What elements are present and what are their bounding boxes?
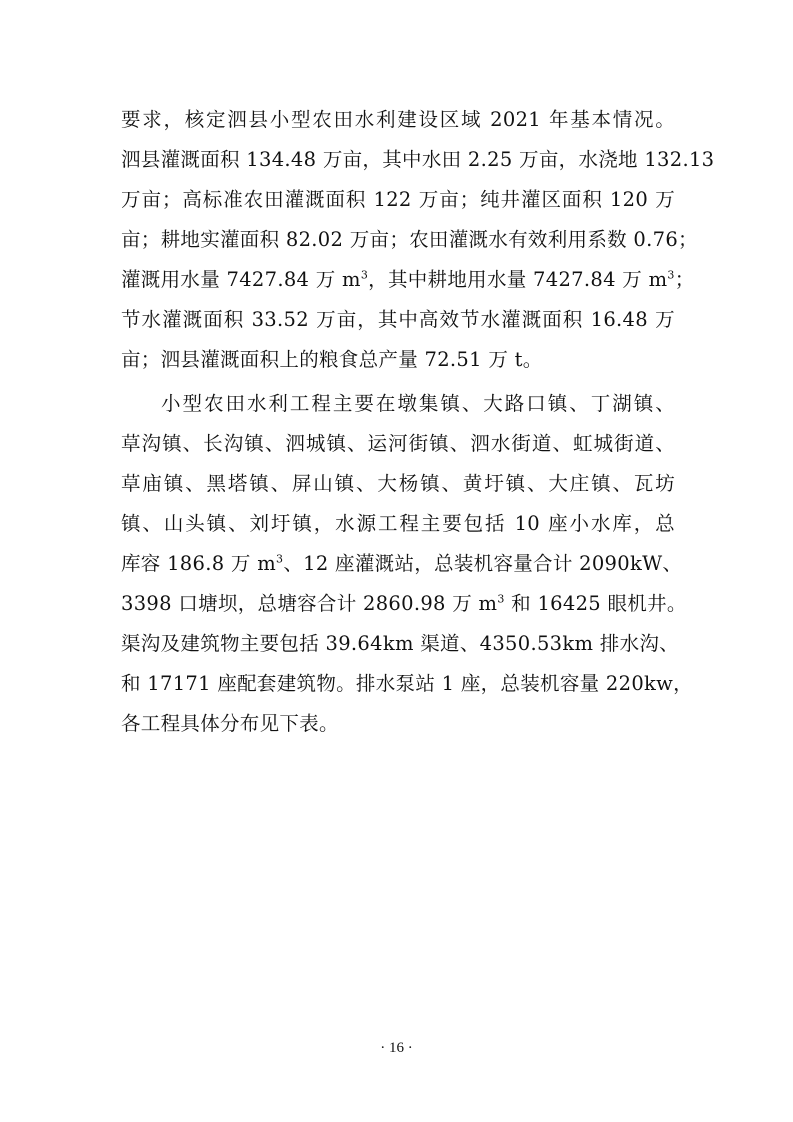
superscript: 3 [360,268,369,282]
text-segment: 3398 口塘坝，总塘容合计 2860.98 万 m [121,592,498,615]
text-segment: 、12 座灌溉站，总装机容量合计 2090kW、 [283,552,683,575]
text-segment: ，其中耕地用水量 7427.84 万 m [368,268,668,291]
text-line [121,550,683,578]
superscript: 3 [497,592,505,606]
text-segment: 和 16425 眼机井。 [504,592,687,615]
text-line: 泗县灌溉面积 134.48 万亩，其中水田 2.25 万亩，水浇地 132.13 [121,148,715,171]
superscript: 3 [667,268,675,282]
text-line [121,266,695,294]
text-line: 和 17171 座配套建筑物。排水泵站 1 座，总装机容量 220kw， [121,672,693,695]
page-number: · 16 · [380,1040,413,1056]
text-line: 节水灌溉面积 33.52 万亩，其中高效节水灌溉面积 16.48 万 [121,308,675,331]
text-line: 各工程具体分布见下表。 [121,712,339,735]
superscript: 3 [276,552,284,566]
text-line: 草庙镇、黑塔镇、屏山镇、大杨镇、黄圩镇、大庄镇、瓦坊 [121,472,675,495]
text-line: 亩；耕地实灌面积 82.02 万亩；农田灌溉水有效利用系数 0.76； [121,228,698,251]
text-line: 草沟镇、长沟镇、泗城镇、运河街镇、泗水街道、虹城街道、 [121,432,675,455]
text-segment: 灌溉用水量 7427.84 万 m [121,268,361,291]
text-segment: ； [674,268,695,291]
text-line: 渠沟及建筑物主要包括 39.64km 渠道、4350.53km 排水沟、 [121,632,679,655]
text-line: 万亩；高标准农田灌溉面积 122 万亩；纯井灌区面积 120 万 [121,188,675,211]
text-line: 镇、山头镇、刘圩镇，水源工程主要包括 10 座小水库，总 [121,512,675,535]
text-line: 要求，核定泗县小型农田水利建设区域 2021 年基本情况。 [121,108,675,131]
text-line: 小型农田水利工程主要在墩集镇、大路口镇、丁湖镇、 [161,392,675,415]
text-segment: 库容 186.8 万 m [121,552,277,575]
text-line: 亩；泗县灌溉面积上的粮食总产量 72.51 万 t。 [121,348,543,371]
text-line [121,590,687,618]
